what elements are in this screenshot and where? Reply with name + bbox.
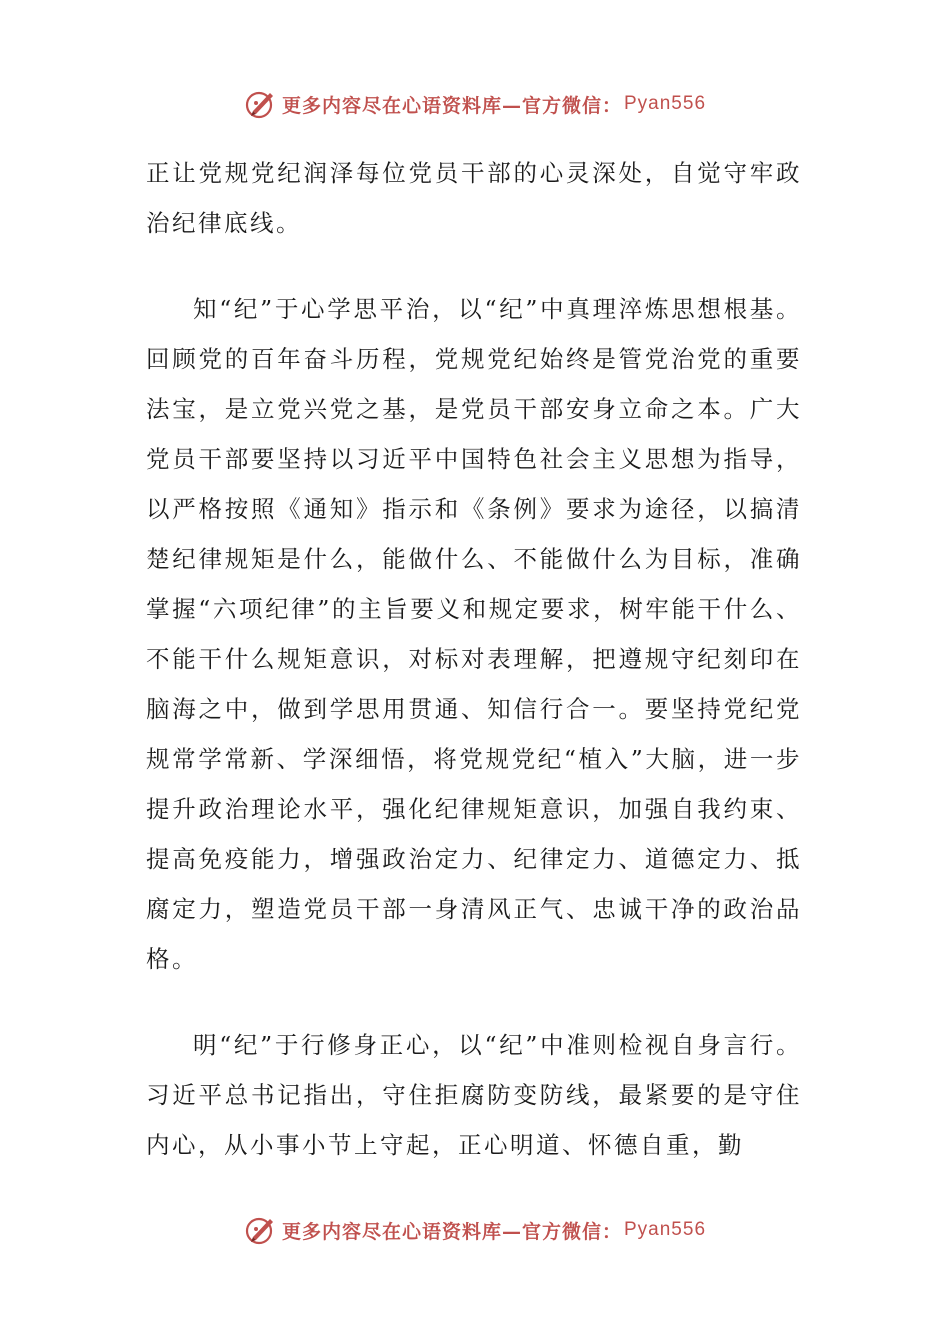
pen-logo-icon xyxy=(244,87,278,121)
footer-banner xyxy=(0,1210,950,1250)
document-body xyxy=(146,148,802,1170)
header-banner xyxy=(0,84,950,124)
header-wechat-label: —官方微信： xyxy=(501,94,622,117)
footer-site-text: 更多内容尽在心语资料库 xyxy=(281,1220,502,1243)
paragraph-gap xyxy=(146,248,802,284)
paragraph-2: 知“纪”于心学思平治，以“纪”中真理淬炼思想根基。回顾党的百年奋斗历程，党规党纪始终是管党治党的重要法宝，是立党兴党之基，是党员干部安身立命之本。广大党员干部要坚持以习近平中国特色社会主义思想为指导，以严格按照《通知》指示和《条例》要求为途径，以搞清楚纪律规矩是什么，能做什么、不能做什么为目标，准确掌握“六项纪律”的主旨要义和规定要求，树牢能干什么、不能干什么规矩意识，对标对表理解，把遵规守纪刻印在脑海之中，做到学思用贯通、知信行合一。要坚持党纪党规常学常新、学深细悟，将党规党纪“植入”大脑，进一步提升政治理论水平，强化纪律规矩意识，加强自我约束、提高免疫能力，增强政治定力、纪律定力、道德定力、抵腐定力，塑造党员干部一身清风正气、忠诚干净的政治品格。 xyxy=(146,295,802,973)
paragraph-1: 正让党规党纪润泽每位党员干部的心灵深处，自觉守牢政治纪律底线。 xyxy=(146,159,802,237)
header-site-text: 更多内容尽在心语资料库 xyxy=(281,94,502,117)
pen-logo-icon xyxy=(244,1213,278,1247)
paragraph-3: 明“纪”于行修身正心，以“纪”中准则检视自身言行。习近平总书记指出，守住拒腐防变防线，最紧要的是守住内心，从小事小节上守起，正心明道、怀德自重，勤 xyxy=(146,1031,802,1159)
footer-wechat-id: Pyan556 xyxy=(624,1219,707,1240)
paragraph-gap xyxy=(146,984,802,1020)
header-wechat-id: Pyan556 xyxy=(624,93,707,114)
footer-wechat-label: —官方微信： xyxy=(501,1220,622,1243)
